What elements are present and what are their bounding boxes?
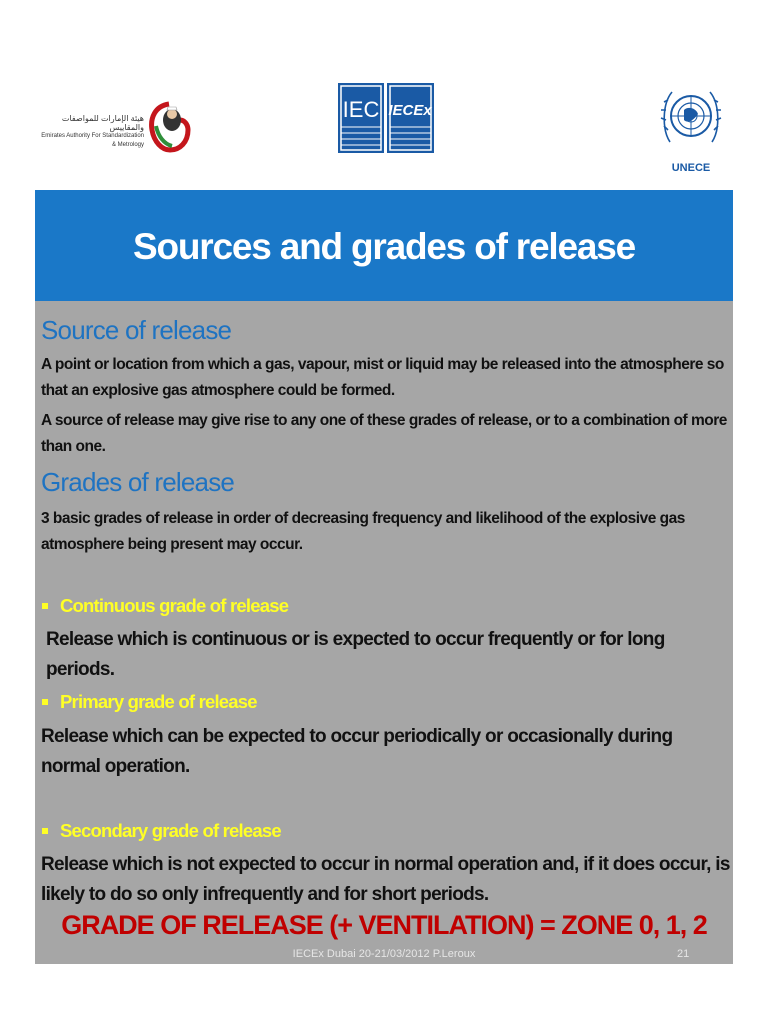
iec-iecex-logo [338, 83, 434, 153]
iecex-logo-text: IECEx [388, 102, 432, 119]
grades-of-release-heading: Grades of release [41, 467, 235, 497]
slide-header [35, 190, 733, 301]
grade-bullet-secondary [41, 820, 281, 842]
emirates-english-name: Emirates Authority For Standardization & Metrology [41, 133, 144, 148]
iec-logo-text: IEC [342, 97, 380, 122]
unece-logo [660, 80, 722, 176]
grade-bullet-continuous [41, 595, 288, 617]
source-of-release-combination: A source of release may give rise to any one of these grades of release, or to a combination of more than one. [41, 412, 727, 455]
zone-formula: GRADE OF RELEASE (+ VENTILATION) = ZONE 0, 1, 2 [61, 910, 707, 940]
grade-label: Secondary grade of release [60, 820, 281, 841]
grade-label: Continuous grade of release [60, 595, 289, 616]
grade-desc-secondary: Release which is not expected to occur in normal operation and, if it does occur, is likely to do so only infrequently and for short periods. [41, 854, 730, 905]
unece-caption: UNECE [671, 162, 711, 174]
bullet-square-icon [42, 828, 48, 834]
source-of-release-heading: Source of release [41, 315, 232, 345]
emirates-logo-text [40, 114, 144, 150]
grades-intro: 3 basic grades of release in order of decreasing frequency and likelihood of the explosive gas atmosphere being present may occur. [41, 510, 685, 553]
bullet-square-icon [42, 699, 48, 705]
page-number: 21 [677, 948, 690, 960]
grade-desc-continuous: Release which is continuous or is expected to occur frequently or for long periods. [46, 629, 665, 680]
slide-title: Sources and grades of release [133, 226, 635, 267]
grade-label: Primary grade of release [60, 691, 257, 712]
slide [35, 190, 733, 964]
grade-bullet-primary [41, 691, 257, 713]
grade-desc-primary: Release which can be expected to occur periodically or occasionally during normal operation. [41, 726, 673, 777]
bullet-square-icon [42, 603, 48, 609]
emirates-arabic-name: هيئة الإمارات للمواصفات والمقاييس [61, 114, 144, 132]
emirates-authority-logo [40, 100, 190, 156]
source-of-release-definition: A point or location from which a gas, vapour, mist or liquid may be released into the atmosphere so that an explosive gas atmosphere could be formed. [41, 356, 724, 399]
slide-footer: IECEx Dubai 20-21/03/2012 P.Leroux [292, 948, 476, 960]
emirates-emblem-icon [146, 100, 192, 154]
